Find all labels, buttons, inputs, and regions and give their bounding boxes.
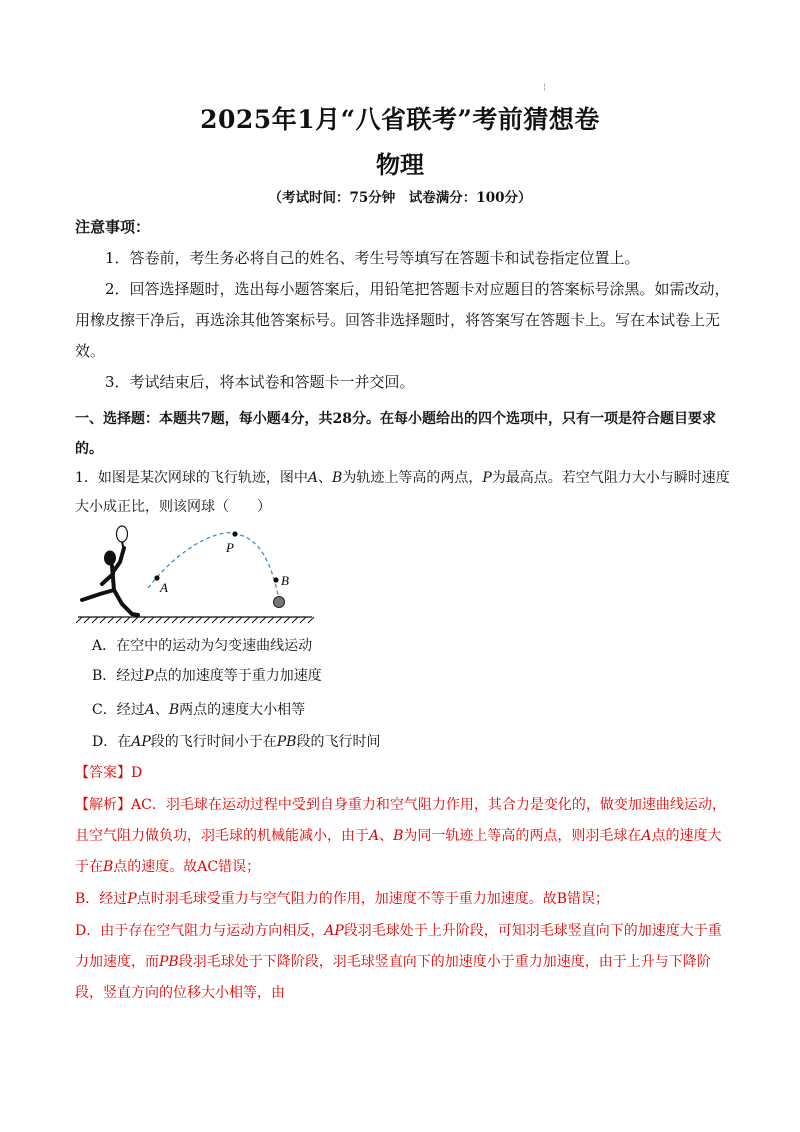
- analysis-d: D．由于存在空气阻力与运动方向相反，AP段羽毛球处于上升阶段，可知羽毛球竖直向下的加速度大于重力加速度，而PB段羽毛球处于下降阶段，羽毛球竖直向下的加速度小于重力加速度，由于上升与下降阶段，竖直方向的位移大小相等，由: [75, 923, 722, 1001]
- player-figure: [82, 548, 138, 615]
- point-a-marker: [154, 575, 159, 580]
- notice-item-3: 3．考试结束后，将本试卷和答题卡一并交回。: [105, 373, 415, 391]
- label-b: B: [281, 573, 289, 588]
- question-1-stem: 1．如图是某次网球的飞行轨迹，图中A、B为轨迹上等高的两点，P为最高点。若空气阻力大小与瞬时速度大小成正比，则该网球（ ）: [75, 470, 730, 515]
- section-heading: 一、选择题：本题共7题，每小题4分，共28分。在每小题给出的四个选项中，只有一项是符合题目要求的。: [75, 411, 716, 457]
- analysis-ac: 【解析】AC．羽毛球在运动过程中受到自身重力和空气阻力作用，其合力是变化的，做变加速曲线运动，且空气阻力做负功，羽毛球的机械能减小，由于A、B为同一轨迹上等高的两点，则羽毛球在A点的速度大于在B点的速度。故AC错误；: [75, 797, 726, 875]
- answer-label: 【答案】D: [75, 765, 143, 781]
- analysis-b: B．经过P点时羽毛球受重力与空气阻力的作用，加速度不等于重力加速度。故B错误；: [75, 891, 610, 907]
- label-p: P: [226, 540, 234, 555]
- point-b-marker: [273, 577, 278, 582]
- option-c: C．经过A、B两点的速度大小相等: [92, 702, 306, 718]
- exam-info: （考试时间：75分钟 试卷满分：100分）: [268, 190, 532, 206]
- trajectory-figure: [72, 524, 322, 624]
- page-title: 2025年1月“八省联考”考前猜想卷: [200, 105, 600, 134]
- ball-icon: [274, 597, 285, 608]
- notice-item-1: 1．答卷前，考生务必将自己的姓名、考生号等填写在答题卡和试卷指定位置上。: [105, 249, 640, 267]
- point-p-marker: [232, 531, 237, 536]
- racket-icon: [117, 526, 128, 550]
- subject-title: 物理: [376, 150, 424, 179]
- ground-hatch: [76, 617, 314, 623]
- notice-item-2: 2．回答选择题时，选出每小题答案后，用铅笔把答题卡对应题目的答案标号涂黑。如需改动，用橡皮擦干净后，再选涂其他答案标号。回答非选择题时，将答案写在答题卡上。写在本试卷上无效。: [75, 280, 730, 360]
- notice-heading: 注意事项：: [75, 218, 151, 236]
- option-a: A．在空中的运动为匀变速曲线运动: [92, 638, 313, 654]
- margin-mark: ¦: [543, 82, 546, 91]
- label-a: A: [160, 580, 168, 595]
- option-b: B．经过P点的加速度等于重力加速度: [92, 668, 322, 684]
- option-d: D．在AP段的飞行时间小于在PB段的飞行时间: [92, 734, 381, 750]
